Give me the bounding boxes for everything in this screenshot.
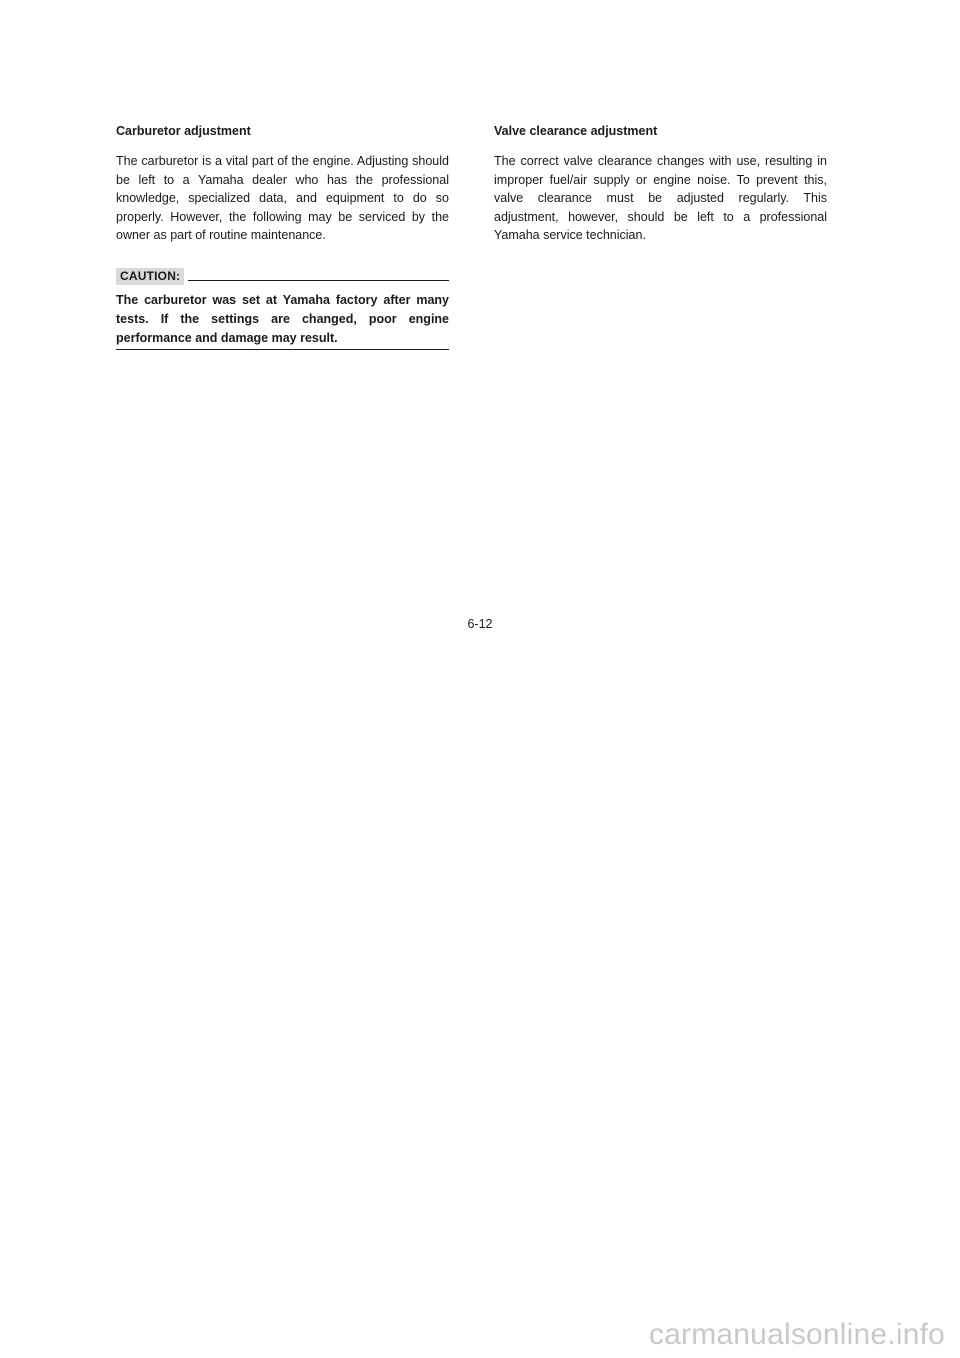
caution-box <box>116 268 449 350</box>
caution-label: CAUTION: <box>116 268 184 285</box>
valve-clearance-heading: Valve clearance adjustment <box>494 124 658 138</box>
carburetor-paragraph: The carburetor is a vital part of the engine. Adjusting should be left to a Yamaha dealer who has the professional knowledge, specialized data, and equipment to do so properly. However, the following may be serviced by the owner as part of routine maintenance. <box>116 154 449 242</box>
caution-text: The carburetor was set at Yamaha factory after many tests. If the settings are changed, poor engine performance and damage may result. <box>116 291 449 350</box>
valve-clearance-paragraph: The correct valve clearance changes with use, resulting in improper fuel/air supply or engine noise. To prevent this, valve clearance must be adjusted regularly. This adjustment, however, should be left to a professional Yamaha service technician. <box>494 154 827 242</box>
caution-rule <box>188 280 449 281</box>
watermark: carmanualsonline.info <box>648 1318 945 1351</box>
page-number: 6-12 <box>467 617 493 631</box>
caution-header <box>116 268 449 285</box>
left-column <box>116 122 449 350</box>
carburetor-adjustment-heading: Carburetor adjustment <box>116 124 251 138</box>
right-column <box>494 122 827 245</box>
